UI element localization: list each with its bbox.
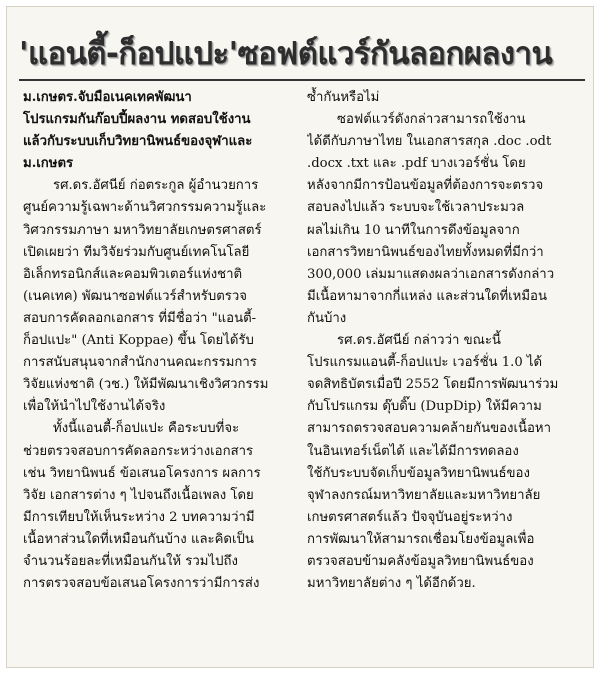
left-column-line: การตรวจสอบข้อเสนอโครงการว่ามีการส่ง xyxy=(23,576,260,592)
bleed-through-text xyxy=(17,9,537,31)
left-column-line: ม.เกษตร xyxy=(23,156,74,172)
left-column-line: เปิดเผยว่า ทีมวิจัยร่วมกับศูนย์เทคโนโลยี xyxy=(23,244,250,260)
left-column-line: วิจัย เอกสารต่าง ๆ ไปจนถึงเนื้อเพลง โดย xyxy=(23,487,254,503)
right-column-line: กันบ้าง xyxy=(307,310,347,326)
left-column-line: เช่น วิทยานิพนธ์ ข้อเสนอโครงการ ผลการ xyxy=(23,465,261,481)
left-column-line: อิเล็กทรอนิกส์และคอมพิวเตอร์แห่งชาติ xyxy=(23,266,243,282)
left-column-line: จำนวนร้อยละที่เหมือนกันให้ รวมไปถึง xyxy=(23,553,238,569)
headline-rule xyxy=(19,79,585,81)
right-column-line: โปรแกรมแอนตี้-ก็อปแปะ เวอร์ชั่น 1.0 ได้ xyxy=(307,355,543,371)
left-column-line: รศ.ดร.อัศนีย์ ก่อตระกูล ผู้อำนวยการ xyxy=(53,178,259,194)
newspaper-clipping xyxy=(6,6,594,668)
right-column-line: ตรวจสอบข้ามคลังข้อมูลวิทยานิพนธ์ของ xyxy=(307,553,534,569)
right-column-line: ซ้ำกันหรือไม่ xyxy=(307,90,380,105)
right-column-line: สามารถตรวจสอบความคล้ายกันของเนื้อหา xyxy=(307,421,552,437)
right-column-line: เอกสารวิทยานิพนธ์ของไทยทั้งหมดที่มีกว่า xyxy=(307,244,544,260)
right-column-line: มีเนื้อหามาจากกี่แหล่ง และส่วนใดที่เหมือน xyxy=(307,288,547,304)
left-column-line: เนื้อหาส่วนใดที่เหมือนกันบ้าง และคิดเป็น xyxy=(23,531,254,547)
left-column-line: ม.เกษตร.จับมือเนคเทคพัฒนา xyxy=(23,90,192,105)
left-column-line: ทั้งนี้แอนตี้-ก็อปแปะ คือระบบที่จะ xyxy=(53,421,240,437)
right-column-line: ซอฟต์แวร์ดังกล่าวสามารถใช้งาน xyxy=(337,112,526,128)
left-column-line: (เนคเทค) พัฒนาซอฟต์แวร์สำหรับตรวจ xyxy=(23,288,248,304)
left-column-line: โปรแกรมกันก๊อบปี้ผลงาน ทดสอบใช้งาน xyxy=(23,112,251,128)
right-column-line: สอบลงไปแล้ว ระบบจะใช้เวลาประมวล xyxy=(307,200,525,216)
headline: 'แอนตี้-ก็อปแปะ'ซอฟต์แวร์กันลอกผลงาน xyxy=(19,36,553,72)
left-column-line: ก็อปแปะ" (Anti Koppae) ขึ้น โดยได้รับ xyxy=(23,333,254,349)
right-column-line: ในอินเทอร์เน็ตได้ และได้มีการทดลอง xyxy=(307,443,519,459)
left-column-line: ช่วยตรวจสอบการคัดลอกระหว่างเอกสาร xyxy=(23,443,254,459)
right-column-line: จดสิทธิบัตรเมื่อปี 2552 โดยมีการพัฒนาร่วม xyxy=(307,377,559,393)
right-column-line: ผลไม่เกิน 10 นาทีในการดึงข้อมูลจาก xyxy=(307,222,520,238)
right-column-line: จุฬาลงกรณ์มหาวิทยาลัยและมหาวิทยาลัย xyxy=(307,487,541,503)
left-column-line: การสนับสนุนจากสำนักงานคณะกรรมการ xyxy=(23,355,257,371)
right-column-line: กับโปรแกรม ดุ๊บดิ๊บ (DupDip) ให้มีความ xyxy=(307,399,542,415)
left-column-line: แล้วกับระบบเก็บวิทยานิพนธ์ของจุฬาและ xyxy=(23,134,253,150)
right-column-line: มหาวิทยาลัยต่าง ๆ ได้อีกด้วย. xyxy=(307,576,476,592)
right-column-line: .docx .txt และ .pdf บางเวอร์ชั่น โดย xyxy=(307,156,526,172)
right-column-line: 300,000 เล่มมาแสดงผลว่าเอกสารดังกล่าว xyxy=(307,266,555,282)
right-column-line: รศ.ดร.อัศนีย์ กล่าวว่า ขณะนี้ xyxy=(337,333,501,349)
right-column-line: เกษตรศาสตร์แล้ว ปัจจุบันอยู่ระหว่าง xyxy=(307,509,513,525)
right-column-line: ได้ดีกับภาษาไทย ในเอกสารสกุล .doc .odt xyxy=(307,134,552,150)
left-column-line: มีการเทียบให้เห็นระหว่าง 2 บทความว่ามี xyxy=(23,509,255,525)
right-column xyxy=(307,87,583,595)
left-column-line: วิศวกรรมภาษา มหาวิทยาลัยเกษตรศาสตร์ xyxy=(23,222,262,238)
left-column-line: เพื่อให้นำไปใช้งานได้จริง xyxy=(23,399,166,415)
left-column xyxy=(23,87,299,595)
left-column-line: ศูนย์ความรู้เฉพาะด้านวิศวกรรมความรู้และ xyxy=(23,200,267,216)
left-column-line: สอบการคัดลอกเอกสาร ที่มีชื่อว่า "แอนตี้- xyxy=(23,310,257,326)
right-column-line: หลังจากมีการป้อนข้อมูลที่ต้องการจะตรวจ xyxy=(307,178,544,194)
right-column-line: การพัฒนาให้สามารถเชื่อมโยงข้อมูลเพื่อ xyxy=(307,531,535,547)
right-column-line: ใช้กับระบบจัดเก็บข้อมูลวิทยานิพนธ์ของ xyxy=(307,465,530,481)
left-column-line: วิจัยแห่งชาติ (วช.) ให้มีพัฒนาเชิงวิศวกรรม xyxy=(23,377,269,393)
